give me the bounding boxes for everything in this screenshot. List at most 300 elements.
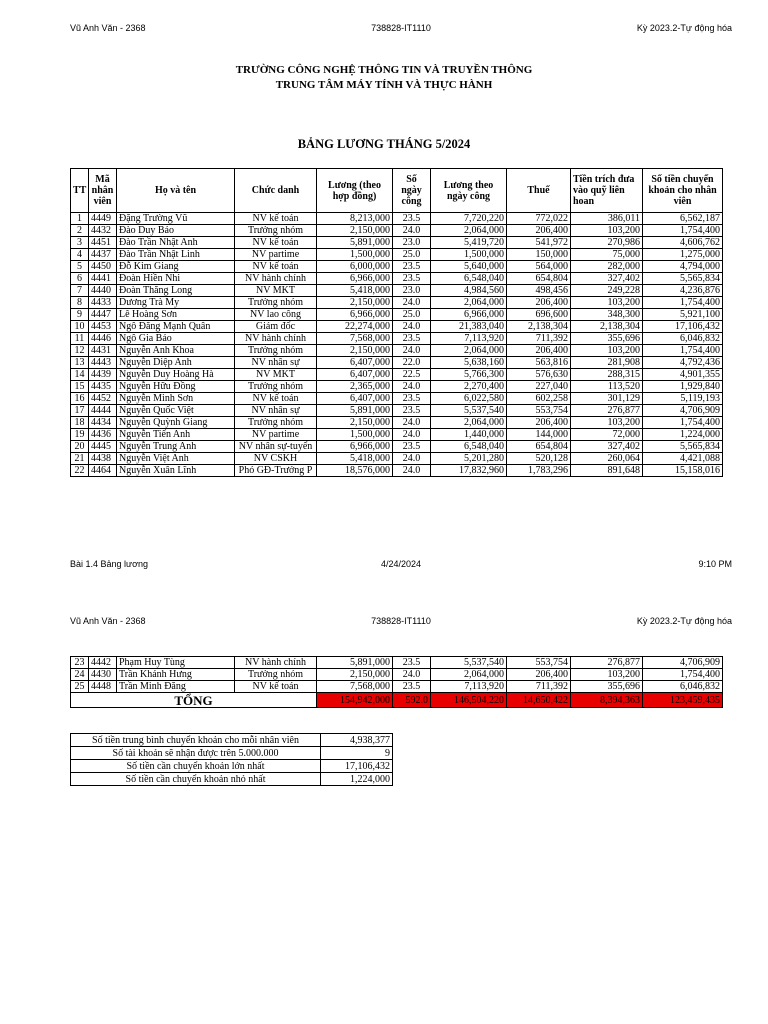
- job-title: Giám đốc: [235, 321, 317, 333]
- header-term: Kỳ 2023.2-Tự động hóa: [636, 23, 732, 33]
- tax: 520,128: [507, 453, 571, 465]
- party-fund: 103,200: [571, 345, 643, 357]
- job-title: NV kế toán: [235, 681, 317, 693]
- employee-id: 4448: [89, 681, 117, 693]
- total-row: [71, 693, 723, 708]
- row-number: 16: [71, 393, 89, 405]
- transfer-amount: 17,106,432: [643, 321, 723, 333]
- table-row: [71, 309, 723, 321]
- row-number: 25: [71, 681, 89, 693]
- contract-salary: 5,418,000: [317, 285, 393, 297]
- transfer-amount: 4,606,762: [643, 237, 723, 249]
- summary-label: Số tiền cần chuyển khoản lớn nhất: [71, 760, 321, 773]
- employee-name: Đặng Trường Vũ: [117, 213, 235, 225]
- employee-id: 4443: [89, 357, 117, 369]
- total-day-salary: 146,504,220: [431, 693, 507, 708]
- employee-id: 4451: [89, 237, 117, 249]
- table-row: [71, 237, 723, 249]
- day-salary: 2,064,000: [431, 297, 507, 309]
- employee-id: 4439: [89, 369, 117, 381]
- job-title: NV MKT: [235, 285, 317, 297]
- table-row: [71, 357, 723, 369]
- table-header-row: [71, 169, 723, 213]
- transfer-amount: 4,706,909: [643, 657, 723, 669]
- summary-label: Số tiền cần chuyển khoản nhỏ nhất: [71, 773, 321, 786]
- row-number: 11: [71, 333, 89, 345]
- row-number: 24: [71, 669, 89, 681]
- party-fund: 103,200: [571, 297, 643, 309]
- work-days: 24.0: [393, 345, 431, 357]
- row-number: 22: [71, 465, 89, 477]
- table-row: [71, 669, 723, 681]
- job-title: NV kế toán: [235, 213, 317, 225]
- transfer-amount: 6,562,187: [643, 213, 723, 225]
- day-salary: 6,966,000: [431, 309, 507, 321]
- tax: 2,138,304: [507, 321, 571, 333]
- day-salary: 5,638,160: [431, 357, 507, 369]
- summary-row: [71, 734, 393, 747]
- employee-id: 4433: [89, 297, 117, 309]
- tax: 711,392: [507, 333, 571, 345]
- tax: 144,000: [507, 429, 571, 441]
- table-row: [71, 405, 723, 417]
- tax: 206,400: [507, 297, 571, 309]
- employee-id: 4442: [89, 657, 117, 669]
- total-fund: 8,394,363: [571, 693, 643, 708]
- transfer-amount: 4,794,000: [643, 261, 723, 273]
- contract-salary: 7,568,000: [317, 333, 393, 345]
- summary-value: 1,224,000: [321, 773, 393, 786]
- party-fund: 301,129: [571, 393, 643, 405]
- col-header: Họ và tên: [117, 169, 235, 213]
- total-tax: 14,650,422: [507, 693, 571, 708]
- salary-table: [70, 168, 723, 477]
- header-author: Vũ Anh Văn - 2368: [70, 616, 146, 626]
- summary-table: [70, 733, 393, 786]
- contract-salary: 1,500,000: [317, 249, 393, 261]
- day-salary: 5,201,280: [431, 453, 507, 465]
- party-fund: 891,648: [571, 465, 643, 477]
- day-salary: 6,022,580: [431, 393, 507, 405]
- work-days: 23.5: [393, 681, 431, 693]
- transfer-amount: 4,236,876: [643, 285, 723, 297]
- table-row: [71, 333, 723, 345]
- job-title: NV CSKH: [235, 453, 317, 465]
- table-row: [71, 393, 723, 405]
- work-days: 24.0: [393, 225, 431, 237]
- employee-id: 4436: [89, 429, 117, 441]
- work-days: 23.5: [393, 213, 431, 225]
- day-salary: 6,548,040: [431, 273, 507, 285]
- summary-value: 4,938,377: [321, 734, 393, 747]
- work-days: 25.0: [393, 249, 431, 261]
- employee-name: Nguyễn Tiến Anh: [117, 429, 235, 441]
- tax: 576,630: [507, 369, 571, 381]
- work-days: 24.0: [393, 453, 431, 465]
- table-row: [71, 657, 723, 669]
- contract-salary: 6,966,000: [317, 273, 393, 285]
- contract-salary: 2,365,000: [317, 381, 393, 393]
- party-fund: 2,138,304: [571, 321, 643, 333]
- work-days: 24.0: [393, 297, 431, 309]
- transfer-amount: 5,565,834: [643, 273, 723, 285]
- employee-id: 4445: [89, 441, 117, 453]
- job-title: NV MKT: [235, 369, 317, 381]
- contract-salary: 2,150,000: [317, 669, 393, 681]
- party-fund: 348,300: [571, 309, 643, 321]
- tax: 654,804: [507, 273, 571, 285]
- tax: 206,400: [507, 669, 571, 681]
- contract-salary: 2,150,000: [317, 225, 393, 237]
- day-salary: 7,720,220: [431, 213, 507, 225]
- employee-id: 4437: [89, 249, 117, 261]
- page-footer: [70, 559, 732, 571]
- transfer-amount: 1,754,400: [643, 417, 723, 429]
- contract-salary: 5,418,000: [317, 453, 393, 465]
- day-salary: 5,537,540: [431, 657, 507, 669]
- job-title: NV hành chính: [235, 657, 317, 669]
- footer-sheet-name: Bài 1.4 Bảng lương: [70, 559, 148, 569]
- tax: 553,754: [507, 657, 571, 669]
- col-header: Mã nhân viên: [89, 169, 117, 213]
- summary-value: 9: [321, 747, 393, 760]
- day-salary: 5,640,000: [431, 261, 507, 273]
- row-number: 13: [71, 357, 89, 369]
- job-title: NV partime: [235, 429, 317, 441]
- employee-id: 4453: [89, 321, 117, 333]
- employee-id: 4431: [89, 345, 117, 357]
- tax: 206,400: [507, 417, 571, 429]
- contract-salary: 22,274,000: [317, 321, 393, 333]
- employee-name: Lê Hoàng Sơn: [117, 309, 235, 321]
- tax: 602,258: [507, 393, 571, 405]
- tax: 498,456: [507, 285, 571, 297]
- job-title: NV hành chính: [235, 333, 317, 345]
- employee-name: Trần Khánh Hưng: [117, 669, 235, 681]
- table-row: [71, 321, 723, 333]
- table-row: [71, 465, 723, 477]
- row-number: 15: [71, 381, 89, 393]
- summary-label: Số tài khoản sẽ nhận được trên 5.000.000: [71, 747, 321, 760]
- employee-id: 4446: [89, 333, 117, 345]
- transfer-amount: 1,754,400: [643, 225, 723, 237]
- tax: 206,400: [507, 345, 571, 357]
- row-number: 2: [71, 225, 89, 237]
- employee-name: Nguyễn Việt Anh: [117, 453, 235, 465]
- table-row: [71, 441, 723, 453]
- tax: 553,754: [507, 405, 571, 417]
- day-salary: 5,419,720: [431, 237, 507, 249]
- row-number: 4: [71, 249, 89, 261]
- job-title: NV kế toán: [235, 237, 317, 249]
- row-number: 7: [71, 285, 89, 297]
- transfer-amount: 4,792,436: [643, 357, 723, 369]
- employee-id: 4449: [89, 213, 117, 225]
- transfer-amount: 5,921,100: [643, 309, 723, 321]
- row-number: 9: [71, 309, 89, 321]
- day-salary: 2,064,000: [431, 417, 507, 429]
- page-header: [70, 23, 732, 35]
- day-salary: 5,766,300: [431, 369, 507, 381]
- tax: 206,400: [507, 225, 571, 237]
- transfer-amount: 6,046,832: [643, 681, 723, 693]
- job-title: Trưởng nhóm: [235, 297, 317, 309]
- row-number: 8: [71, 297, 89, 309]
- contract-salary: 1,500,000: [317, 429, 393, 441]
- tax: 1,783,296: [507, 465, 571, 477]
- employee-id: 4438: [89, 453, 117, 465]
- transfer-amount: 15,158,016: [643, 465, 723, 477]
- page-title: BẢNG LƯƠNG THÁNG 5/2024: [297, 137, 471, 151]
- tax: 563,816: [507, 357, 571, 369]
- table-row: [71, 225, 723, 237]
- day-salary: 2,064,000: [431, 345, 507, 357]
- employee-id: 4430: [89, 669, 117, 681]
- transfer-amount: 5,119,193: [643, 393, 723, 405]
- party-fund: 103,200: [571, 669, 643, 681]
- table-row: [71, 249, 723, 261]
- job-title: NV lao công: [235, 309, 317, 321]
- summary-row: [71, 760, 393, 773]
- tax: 564,000: [507, 261, 571, 273]
- row-number: 21: [71, 453, 89, 465]
- party-fund: 288,315: [571, 369, 643, 381]
- row-number: 19: [71, 429, 89, 441]
- party-fund: 113,520: [571, 381, 643, 393]
- row-number: 23: [71, 657, 89, 669]
- summary-row: [71, 773, 393, 786]
- summary-value: 17,106,432: [321, 760, 393, 773]
- party-fund: 281,908: [571, 357, 643, 369]
- employee-id: 4464: [89, 465, 117, 477]
- employee-id: 4440: [89, 285, 117, 297]
- employee-id: 4444: [89, 405, 117, 417]
- total-contract-salary: 154,942,000: [317, 693, 393, 708]
- job-title: NV nhân sự: [235, 357, 317, 369]
- day-salary: 1,440,000: [431, 429, 507, 441]
- job-title: Trưởng nhóm: [235, 381, 317, 393]
- total-work-days: 592.0: [393, 693, 431, 708]
- contract-salary: 6,000,000: [317, 261, 393, 273]
- job-title: NV hành chính: [235, 273, 317, 285]
- day-salary: 1,500,000: [431, 249, 507, 261]
- tax: 654,804: [507, 441, 571, 453]
- contract-salary: 2,150,000: [317, 417, 393, 429]
- employee-name: Ngô Đăng Mạnh Quân: [117, 321, 235, 333]
- employee-name: Nguyễn Anh Khoa: [117, 345, 235, 357]
- employee-id: 4432: [89, 225, 117, 237]
- work-days: 22.5: [393, 369, 431, 381]
- employee-name: Trần Minh Đăng: [117, 681, 235, 693]
- contract-salary: 5,891,000: [317, 405, 393, 417]
- tax: 772,022: [507, 213, 571, 225]
- row-number: 17: [71, 405, 89, 417]
- work-days: 23.5: [393, 393, 431, 405]
- party-fund: 276,877: [571, 657, 643, 669]
- employee-name: Đoàn Thăng Long: [117, 285, 235, 297]
- work-days: 23.0: [393, 237, 431, 249]
- header-author: Vũ Anh Văn - 2368: [70, 23, 146, 33]
- transfer-amount: 5,565,834: [643, 441, 723, 453]
- contract-salary: 5,891,000: [317, 657, 393, 669]
- contract-salary: 6,966,000: [317, 441, 393, 453]
- employee-id: 4452: [89, 393, 117, 405]
- party-fund: 386,011: [571, 213, 643, 225]
- job-title: Trưởng nhóm: [235, 345, 317, 357]
- job-title: NV kế toán: [235, 393, 317, 405]
- header-code: 738828-IT1110: [371, 23, 431, 33]
- total-label: TỔNG: [71, 693, 317, 708]
- employee-id: 4450: [89, 261, 117, 273]
- party-fund: 260,064: [571, 453, 643, 465]
- work-days: 24.0: [393, 381, 431, 393]
- employee-name: Nguyễn Trung Anh: [117, 441, 235, 453]
- employee-name: Nguyễn Hữu Đồng: [117, 381, 235, 393]
- tax: 150,000: [507, 249, 571, 261]
- work-days: 24.0: [393, 429, 431, 441]
- party-fund: 249,228: [571, 285, 643, 297]
- contract-salary: 2,150,000: [317, 345, 393, 357]
- job-title: Trưởng nhóm: [235, 417, 317, 429]
- tax: 711,392: [507, 681, 571, 693]
- transfer-amount: 1,754,400: [643, 297, 723, 309]
- row-number: 3: [71, 237, 89, 249]
- employee-name: Đoàn Hiền Nhi: [117, 273, 235, 285]
- employee-name: Nguyễn Xuân Lĩnh: [117, 465, 235, 477]
- org-line-1: TRƯỜNG CÔNG NGHỆ THÔNG TIN VÀ TRUYỀN THÔNG: [235, 64, 533, 76]
- work-days: 24.0: [393, 669, 431, 681]
- party-fund: 103,200: [571, 417, 643, 429]
- work-days: 23.0: [393, 285, 431, 297]
- table-row: [71, 453, 723, 465]
- total-transfer: 123,459,435: [643, 693, 723, 708]
- footer-time: 9:10 PM: [698, 559, 732, 569]
- contract-salary: 6,407,000: [317, 369, 393, 381]
- job-title: Trưởng nhóm: [235, 225, 317, 237]
- employee-id: 4435: [89, 381, 117, 393]
- work-days: 24.0: [393, 465, 431, 477]
- transfer-amount: 6,046,832: [643, 333, 723, 345]
- table-row: [71, 369, 723, 381]
- contract-salary: 6,407,000: [317, 357, 393, 369]
- employee-name: Đào Trần Nhật Anh: [117, 237, 235, 249]
- table-row: [71, 273, 723, 285]
- party-fund: 72,000: [571, 429, 643, 441]
- work-days: 24.0: [393, 417, 431, 429]
- page-header: [70, 616, 732, 628]
- summary-label: Số tiền trung bình chuyển khoản cho mỗi nhân viên: [71, 734, 321, 747]
- party-fund: 103,200: [571, 225, 643, 237]
- day-salary: 6,548,040: [431, 441, 507, 453]
- job-title: Trưởng nhóm: [235, 669, 317, 681]
- table-row: [71, 213, 723, 225]
- contract-salary: 6,407,000: [317, 393, 393, 405]
- work-days: 24.0: [393, 321, 431, 333]
- transfer-amount: 4,901,355: [643, 369, 723, 381]
- job-title: Phó GĐ-Trưởng P: [235, 465, 317, 477]
- transfer-amount: 4,421,088: [643, 453, 723, 465]
- job-title: NV nhân sự: [235, 405, 317, 417]
- party-fund: 327,402: [571, 441, 643, 453]
- transfer-amount: 1,754,400: [643, 345, 723, 357]
- salary-table-continued: [70, 656, 723, 708]
- work-days: 23.5: [393, 441, 431, 453]
- col-header: Lương theo ngày công: [431, 169, 507, 213]
- header-term: Kỳ 2023.2-Tự động hóa: [636, 616, 732, 626]
- day-salary: 2,064,000: [431, 669, 507, 681]
- table-row: [71, 285, 723, 297]
- party-fund: 282,000: [571, 261, 643, 273]
- employee-name: Đỗ Kim Giang: [117, 261, 235, 273]
- employee-name: Nguyễn Minh Sơn: [117, 393, 235, 405]
- contract-salary: 18,576,000: [317, 465, 393, 477]
- employee-id: 4434: [89, 417, 117, 429]
- party-fund: 355,696: [571, 681, 643, 693]
- transfer-amount: 1,754,400: [643, 669, 723, 681]
- contract-salary: 6,966,000: [317, 309, 393, 321]
- work-days: 23.5: [393, 261, 431, 273]
- employee-name: Đào Duy Bảo: [117, 225, 235, 237]
- tax: 541,972: [507, 237, 571, 249]
- col-header: Chức danh: [235, 169, 317, 213]
- employee-name: Ngô Gia Bảo: [117, 333, 235, 345]
- contract-salary: 8,213,000: [317, 213, 393, 225]
- summary-row: [71, 747, 393, 760]
- employee-name: Phạm Huy Tùng: [117, 657, 235, 669]
- row-number: 10: [71, 321, 89, 333]
- table-row: [71, 429, 723, 441]
- work-days: 23.5: [393, 405, 431, 417]
- employee-id: 4441: [89, 273, 117, 285]
- party-fund: 270,986: [571, 237, 643, 249]
- transfer-amount: 1,929,840: [643, 381, 723, 393]
- contract-salary: 5,891,000: [317, 237, 393, 249]
- day-salary: 17,832,960: [431, 465, 507, 477]
- contract-salary: 2,150,000: [317, 297, 393, 309]
- row-number: 20: [71, 441, 89, 453]
- transfer-amount: 4,706,909: [643, 405, 723, 417]
- employee-name: Nguyễn Quốc Việt: [117, 405, 235, 417]
- job-title: NV kế toán: [235, 261, 317, 273]
- work-days: 23.5: [393, 657, 431, 669]
- table-row: [71, 381, 723, 393]
- work-days: 25.0: [393, 309, 431, 321]
- day-salary: 5,537,540: [431, 405, 507, 417]
- row-number: 5: [71, 261, 89, 273]
- job-title: NV nhân sự-tuyển: [235, 441, 317, 453]
- party-fund: 355,696: [571, 333, 643, 345]
- work-days: 23.5: [393, 273, 431, 285]
- transfer-amount: 1,275,000: [643, 249, 723, 261]
- col-header: Tiền trích đưa vào quỹ liên hoan: [571, 169, 643, 213]
- work-days: 22.0: [393, 357, 431, 369]
- table-row: [71, 261, 723, 273]
- col-header: Số tiền chuyển khoản cho nhân viên: [643, 169, 723, 213]
- row-number: 12: [71, 345, 89, 357]
- col-header: Lương (theo hợp đồng): [317, 169, 393, 213]
- org-line-2: TRUNG TÂM MÁY TÍNH VÀ THỰC HÀNH: [275, 79, 493, 91]
- job-title: NV partime: [235, 249, 317, 261]
- row-number: 6: [71, 273, 89, 285]
- tax: 696,600: [507, 309, 571, 321]
- transfer-amount: 1,224,000: [643, 429, 723, 441]
- tax: 227,040: [507, 381, 571, 393]
- day-salary: 2,064,000: [431, 225, 507, 237]
- day-salary: 7,113,920: [431, 333, 507, 345]
- party-fund: 327,402: [571, 273, 643, 285]
- table-row: [71, 345, 723, 357]
- employee-name: Nguyễn Diệp Anh: [117, 357, 235, 369]
